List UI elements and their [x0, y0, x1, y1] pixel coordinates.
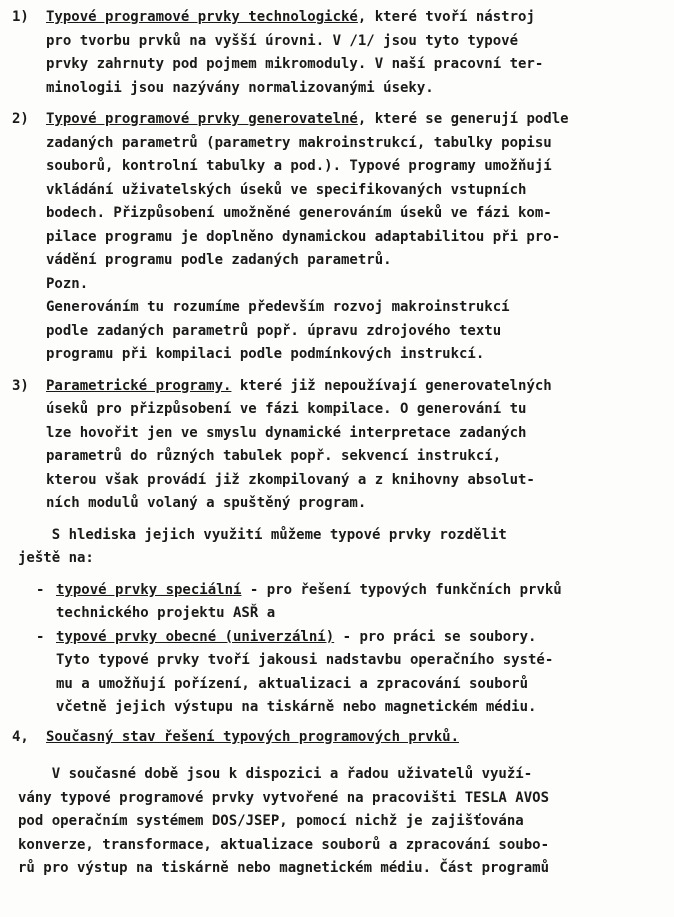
item-title: Typové programové prvky technologické	[46, 9, 358, 25]
text-line: V současné době jsou k dispozici a řadou uživatelů využí-	[18, 766, 533, 782]
text-line: S hlediska jejich využití můžeme typové prvky rozdělit	[18, 526, 507, 543]
text-line: zadaných parametrů (parametry makroinstrukcí, tabulky popisu	[46, 134, 552, 151]
item-number: 2)	[12, 111, 29, 127]
list-item-2	[0, 108, 674, 367]
text-line: vádění programu podle zadaných parametrů.	[46, 252, 392, 268]
text-line: pod operačním systémem DOS/JSEP, pomocí nichž je zajišťována	[18, 813, 524, 829]
section-heading	[0, 726, 674, 750]
section-title: Současný stav řešení typových programových prvků.	[46, 728, 460, 745]
text-line: rů pro výstup na tiskárně nebo magnetickém médiu. Část programů	[18, 860, 550, 876]
bullet-item-1	[0, 579, 674, 626]
item-number: 3)	[12, 377, 29, 394]
text-line: bodech. Přizpůsobení umožněné generováním úseků ve fázi kom-	[46, 205, 552, 221]
text-line: lze hovořit jen ve smyslu dynamické interpretace zadaných	[46, 424, 527, 441]
text-line: pilace programu je doplněno dynamickou adaptabilitou při pro-	[46, 228, 561, 245]
bullet-dash: -	[36, 581, 45, 598]
text-line: minologii jsou nazývány normalizovanými úseky.	[46, 79, 434, 96]
bullet-title: typové prvky obecné (univerzální)	[56, 628, 335, 645]
note-label: Pozn.	[46, 275, 89, 292]
text-line: Generováním tu rozumíme především rozvoj makroinstrukcí	[46, 299, 510, 315]
list-item-3	[0, 375, 674, 516]
item-title: Typové programové prvky generovatelné	[46, 111, 358, 127]
text-line: - pro práci se soubory.	[334, 628, 537, 645]
text-line: které již nepoužívají generovatelných	[231, 377, 552, 394]
text-line: , které tvoří nástroj	[357, 9, 535, 25]
text-line: mu a umožňují pořízení, aktualizaci a zpracování souborů	[56, 675, 529, 692]
text-line: ních modulů volaný a spuštěný program.	[46, 495, 367, 511]
text-line: prvky zahrnuty pod pojmem mikromoduly. V naší pracovní ter-	[46, 56, 544, 72]
text-line: kterou však provádí již zkompilovaný a z knihovny absolut-	[46, 471, 535, 488]
text-line: Tyto typové prvky tvoří jakousi nadstavbu operačního systé-	[56, 652, 554, 668]
text-line: pro tvorbu prvků na vyšší úrovni. V /1/ jsou tyto typové	[46, 32, 519, 49]
bullet-item-2	[0, 626, 674, 720]
text-line: programu při kompilaci podle podmínkových instrukcí.	[46, 346, 485, 362]
text-line: technického projektu ASŘ a	[56, 605, 276, 621]
text-line: včetně jejich výstupu na tiskárně nebo magnetickém médiu.	[56, 699, 537, 715]
bullet-title: typové prvky speciální	[56, 581, 242, 598]
item-title: Parametrické programy.	[46, 377, 232, 394]
intro-paragraph	[0, 524, 674, 571]
text-line: parametrů do různých tabulek popř. sekvencí instrukcí,	[46, 448, 502, 464]
text-line: vány typové programové prvky vytvořené na pracovišti TESLA AVOS	[18, 789, 550, 806]
text-line: souborů, kontrolní tabulky a pod.). Typové programy umožňují	[46, 158, 552, 174]
text-line: úseků pro přizpůsobení ve fázi kompilace. O generování tu	[46, 401, 527, 417]
item-number: 1)	[12, 9, 29, 25]
text-line: - pro řešení typových funkčních prvků	[241, 581, 562, 598]
text-line: vkládání uživatelských úseků ve specifikovaných vstupních	[46, 181, 527, 198]
text-line: konverze, transformace, aktualizace souborů a zpracování soubo-	[18, 836, 550, 853]
final-paragraph	[0, 763, 674, 881]
text-line: , které se generují podle	[357, 111, 569, 127]
bullet-dash: -	[36, 628, 45, 645]
section-number: 4,	[12, 728, 29, 745]
text-line: podle zadaných parametrů popř. úpravu zdrojového textu	[46, 322, 502, 339]
list-item-1	[0, 6, 674, 100]
text-line: ještě na:	[18, 550, 94, 566]
